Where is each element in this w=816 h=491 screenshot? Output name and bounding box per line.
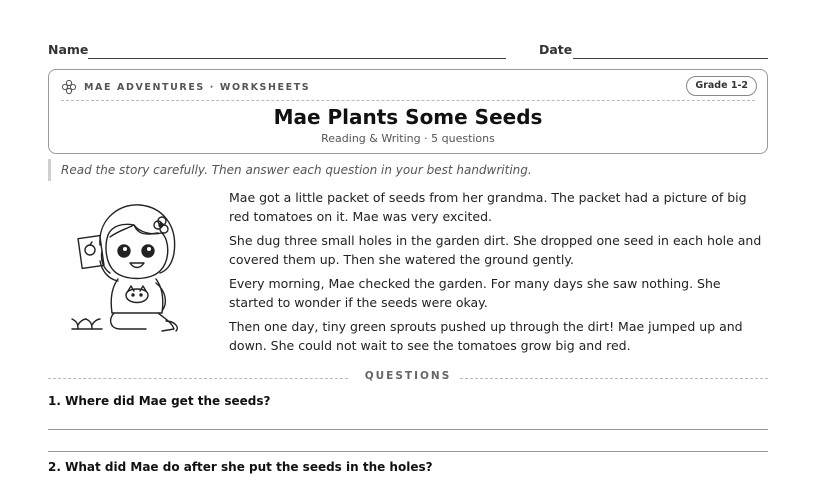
- answer-line[interactable]: [48, 451, 768, 452]
- girl-holding-seed-packet-illustration: [62, 195, 202, 341]
- story-paragraph: Every morning, Mae checked the garden. For many days she saw nothing. She started to wonder if the seeds were okay.: [229, 276, 721, 310]
- story-paragraph: Mae got a little packet of seeds from her grandma. The packet had a picture of big red tomatoes on it. Mae was very excited.: [229, 190, 747, 224]
- question-number: 1.: [48, 394, 61, 408]
- question-number: 2.: [48, 460, 61, 474]
- worksheet-header: [48, 69, 768, 154]
- instruction-text: Read the story carefully. Then answer each question in your best handwriting.: [48, 159, 761, 181]
- answer-line[interactable]: [48, 429, 768, 430]
- flower-icon: [61, 79, 77, 95]
- grade-badge: Grade 1-2: [686, 76, 757, 96]
- brand-text: MAE ADVENTURES · WORKSHEETS: [84, 81, 311, 93]
- date-line: [573, 58, 768, 59]
- header-divider: [61, 100, 755, 101]
- name-date-row: [48, 42, 768, 62]
- questions-heading: QUESTIONS: [364, 370, 452, 382]
- question-1: [48, 394, 270, 408]
- worksheet-subtitle: Reading & Writing · 5 questions: [321, 132, 495, 145]
- story-paragraph: Then one day, tiny green sprouts pushed up through the dirt! Mae jumped up and down. She could not wait to see the tomatoes grow big and red.: [229, 319, 743, 353]
- story-text: [229, 188, 767, 360]
- name-line: [88, 58, 506, 59]
- brand: [61, 79, 310, 95]
- question-2: [48, 460, 433, 474]
- name-label: Name: [48, 42, 89, 57]
- story-paragraph: She dug three small holes in the garden dirt. She dropped one seed in each hole and covered them up. Then she watered the ground gently.: [229, 233, 762, 267]
- question-text: What did Mae do after she put the seeds in the holes?: [65, 460, 433, 474]
- questions-divider: [48, 370, 768, 386]
- worksheet-title: Mae Plants Some Seeds: [273, 105, 543, 129]
- question-text: Where did Mae get the seeds?: [65, 394, 271, 408]
- date-label: Date: [539, 42, 573, 57]
